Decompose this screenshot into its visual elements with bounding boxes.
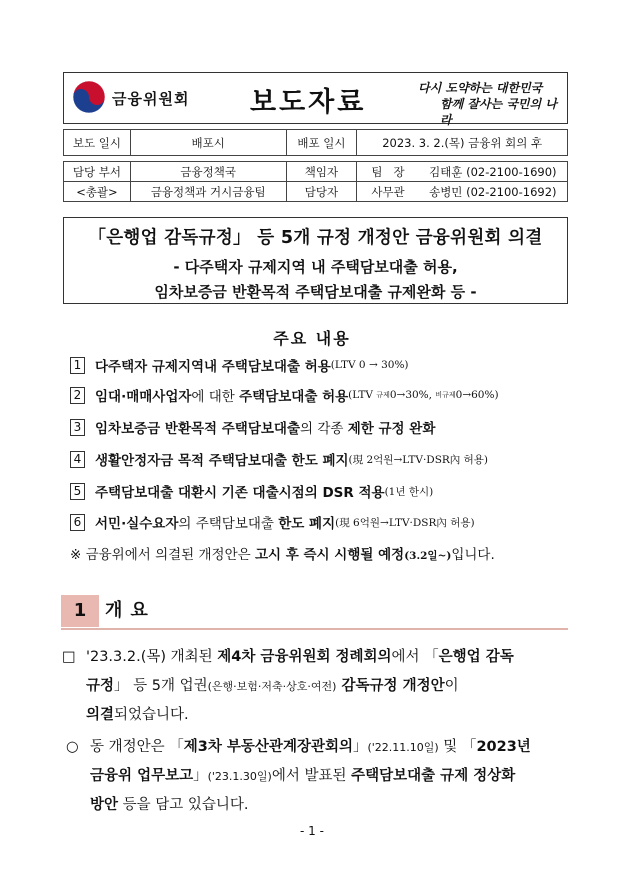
distribution-label: 배포 일시 — [286, 130, 357, 156]
headline: 「은행업 감독규정」 등 5개 규정 개정안 금융위원회 의결 — [88, 228, 543, 248]
section-number-badge: 1 — [61, 595, 99, 627]
staff-label: 담당자 — [286, 182, 357, 202]
summary-item-4: 4 생활안정자금 목적 주택담보대출 한도 폐지 (現 2억원→LTV·DSR內 허용) — [70, 448, 488, 470]
section-title: 개요 — [105, 600, 156, 621]
staff-title: 사무관 — [357, 182, 419, 202]
subheadline-1: - 다주택자 규제지역 내 주택담보대출 허용, — [173, 258, 458, 276]
doc-type-title: 보도자료 — [250, 87, 367, 118]
summary-item-1: 1 다주택자 규제지역내 주택담보대출 허용 (LTV 0 → 30%) — [70, 354, 409, 376]
manager-label: 책임자 — [286, 162, 357, 182]
background-paragraph — [62, 733, 572, 820]
dept-label: 담당 부서 — [64, 162, 131, 182]
square-bullet-icon: □ — [62, 649, 76, 665]
section-divider — [61, 628, 568, 630]
manager-title: 팀 장 — [357, 162, 419, 182]
paragraph-line: 규정」 등 5개 업권(은행·보험·저축·상호·여전) 감독규정 개정안이 — [86, 678, 459, 694]
paragraph-line: 방안 등을 담고 있습니다. — [90, 797, 249, 813]
paragraph-line: □ '23.3.2.(목) 개최된 제4차 금융위원회 정례회의에서 「은행업 감독 — [62, 643, 572, 672]
slogan-line1: 다시 도약하는 대한민국 — [418, 81, 543, 95]
release-value: 배포시 — [130, 130, 286, 156]
release-info-table — [63, 129, 568, 202]
slogan-line2: 함께 잘사는 국민의 나라 — [440, 97, 557, 127]
summary-heading: 주요 내용 — [273, 329, 351, 348]
release-label: 보도 일시 — [64, 130, 131, 156]
summary-item-2: 2 임대·매매사업자 에 대한 주택담보대출 허용 (LTV 규제 0→30%, 비규제 0→60%) — [70, 384, 499, 406]
summary-item-5: 5 주택담보대출 대환시 기존 대출시점의 DSR 적용 (1년 한시) — [70, 480, 433, 502]
manager-contact: 김태훈 (02-2100-1690) — [419, 162, 568, 182]
overview-paragraph — [62, 643, 572, 730]
org-name: 금융위원회 — [112, 90, 190, 108]
effective-date-note: ※ 금융위에서 의결된 개정안은 고시 후 즉시 시행될 예정(3.2일~)입니다. — [70, 547, 495, 563]
item-number: 2 — [70, 387, 85, 404]
item-number: 3 — [70, 419, 85, 436]
paragraph-line: ○ 동 개정안은 「제3차 부동산관계장관회의」('22.11.10일) 및 「2023년 — [62, 733, 572, 762]
subheadline-2: 임차보증금 반환목적 주택담보대출 규제완화 등 - — [154, 283, 477, 301]
circle-bullet-icon: ○ — [66, 739, 79, 755]
summary-item-6: 6 서민·실수요자 의 주택담보대출 한도 폐지 (現 6억원→LTV·DSR內 허용) — [70, 511, 475, 533]
item-number: 4 — [70, 451, 85, 468]
summary-item-3: 3 임차보증금 반환목적 주택담보대출 의 각종 제한 규정 완화 — [70, 416, 435, 438]
korea-emblem-icon — [72, 80, 106, 114]
dept-name1: 금융정책국 — [130, 162, 286, 182]
paragraph-line: 의결되었습니다. — [86, 707, 189, 723]
dept-name2: 금융정책과 거시금융팀 — [130, 182, 286, 202]
page-number: - 1 - — [300, 824, 324, 838]
distribution-value: 2023. 3. 2.(목) 금융위 회의 후 — [357, 130, 568, 156]
item-number: 1 — [70, 357, 85, 374]
staff-contact: 송병민 (02-2100-1692) — [419, 182, 568, 202]
item-number: 5 — [70, 483, 85, 500]
paragraph-line: 금융위 업무보고」('23.1.30일)에서 발표된 주택담보대출 규제 정상화 — [90, 768, 516, 784]
item-number: 6 — [70, 514, 85, 531]
dept-sub: <총괄> — [64, 182, 131, 202]
slogan — [418, 80, 563, 128]
